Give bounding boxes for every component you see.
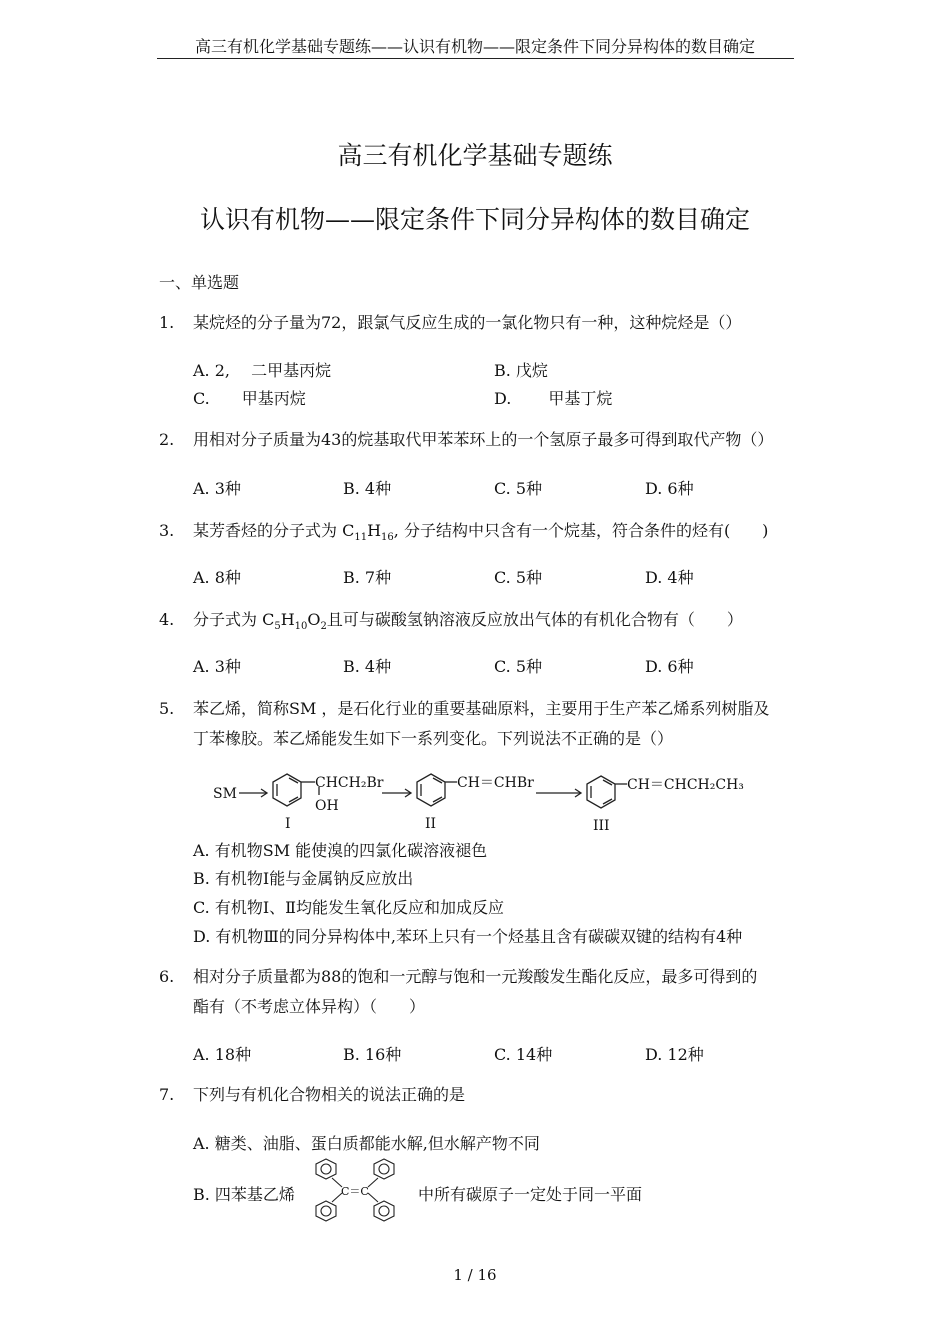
q2-text: 用相对分子质量为43的烷基取代甲苯苯环上的一个氢原子最多可得到取代产物（） (193, 430, 774, 449)
q6-number: 6. (159, 967, 175, 986)
q4-option-b: B. 4种 (343, 657, 392, 676)
q6-option-b: B. 16种 (343, 1045, 402, 1064)
q5-option-b: B. 有机物Ⅰ能与金属钠反应放出 (193, 869, 414, 888)
q7-option-b-label: B. 四苯基乙烯 (193, 1185, 295, 1204)
q3-text: 某芳香烃的分子式为 $C_{11}H_{16}$, 分子结构中只含有一个烷基，符合条件的烃有( ) (193, 521, 769, 544)
q5-option-d: D. 有机物Ⅲ的同分异构体中,苯环上只有一个烃基且含有碳碳双键的结构有4种 (193, 927, 743, 946)
q1-number: 1. (159, 313, 175, 332)
page-title: 高三有机化学基础专题练 (337, 141, 613, 170)
q6-text: 相对分子质量都为88的饱和一元醇与饱和一元羧酸发生酯化反应，最多可得到的 酯有（不考虑立体异构）（ ） (193, 967, 758, 1016)
q2-option-b: B. 4种 (343, 479, 392, 498)
q4-number: 4. (159, 610, 175, 629)
q4-option-a: A. 3种 (193, 657, 241, 676)
scheme-label-1: I (285, 816, 291, 832)
q1-text: 某烷烃的分子量为72，跟氯气反应生成的一氯化物只有一种，这种烷烃是（） (193, 313, 742, 332)
q6-option-c: C. 14种 (494, 1045, 553, 1064)
double-bond-label: C＝C (341, 1185, 369, 1198)
q7-number: 7. (159, 1085, 175, 1104)
q2-option-c: C. 5种 (494, 479, 543, 498)
scheme-compound-2: CH＝CHBr (457, 775, 534, 791)
q6-option-a: A. 18种 (193, 1045, 252, 1064)
scheme-sm-label: SM (213, 786, 237, 802)
q5-text: 苯乙烯，简称SM ，是石化行业的重要基础原料，主要用于生产苯乙烯系列树脂及 丁苯橡胶。苯乙烯能发生如下一系列变化。下列说法不正确的是（） (193, 699, 770, 748)
q1-option-b: B. 戊烷 (494, 361, 548, 380)
q1-option-c: C. 甲基丙烷 (193, 389, 306, 408)
page-subtitle: 认识有机物——限定条件下同分异构体的数目确定 (199, 205, 750, 234)
q7-option-a: A. 糖类、油脂、蛋白质都能水解,但水解产物不同 (193, 1134, 540, 1153)
scheme-oh: OH (315, 798, 339, 814)
reaction-scheme (205, 762, 765, 837)
q5-number: 5. (159, 699, 175, 718)
running-header: 高三有机化学基础专题练——认识有机物——限定条件下同分异构体的数目确定 (194, 37, 755, 56)
scheme-compound-3: CH＝CHCH₂CH₃ (627, 777, 744, 793)
q3-option-c: C. 5种 (494, 568, 543, 587)
q7-text: 下列与有机化合物相关的说法正确的是 (193, 1085, 466, 1104)
scheme-compound-1: CHCH₂Br (315, 775, 384, 791)
q3-option-a: A. 8种 (193, 568, 241, 587)
scheme-label-2: II (425, 816, 437, 832)
q3-option-d: D. 4种 (645, 568, 694, 587)
section-heading: 一、单选题 (159, 273, 240, 292)
scheme-label-3: III (593, 818, 610, 834)
q4-text: 分子式为 $C_5H_{10}O_2$且可与碳酸氢钠溶液反应放出气体的有机化合物有（ ） (193, 610, 743, 633)
q2-option-a: A. 3种 (193, 479, 241, 498)
q3-option-b: B. 7种 (343, 568, 392, 587)
q6-option-d: D. 12种 (645, 1045, 704, 1064)
q1-option-d: D. 甲基丁烷 (494, 389, 613, 408)
q7-option-b-text: 中所有碳原子一定处于同一平面 (418, 1185, 643, 1204)
q1-option-a: A. 2, 二甲基丙烷 (193, 361, 332, 380)
q3-number: 3. (159, 521, 175, 540)
q5-option-a: A. 有机物SM 能使溴的四氯化碳溶液褪色 (193, 841, 488, 860)
page-number: 1 / 16 (453, 1266, 497, 1284)
q4-option-d: D. 6种 (645, 657, 694, 676)
q2-option-d: D. 6种 (645, 479, 694, 498)
tetraphenylethylene-structure (306, 1155, 412, 1227)
q4-option-c: C. 5种 (494, 657, 543, 676)
q5-option-c: C. 有机物Ⅰ、Ⅱ均能发生氧化反应和加成反应 (193, 898, 505, 917)
q2-number: 2. (159, 430, 175, 449)
header-rule (157, 58, 794, 59)
